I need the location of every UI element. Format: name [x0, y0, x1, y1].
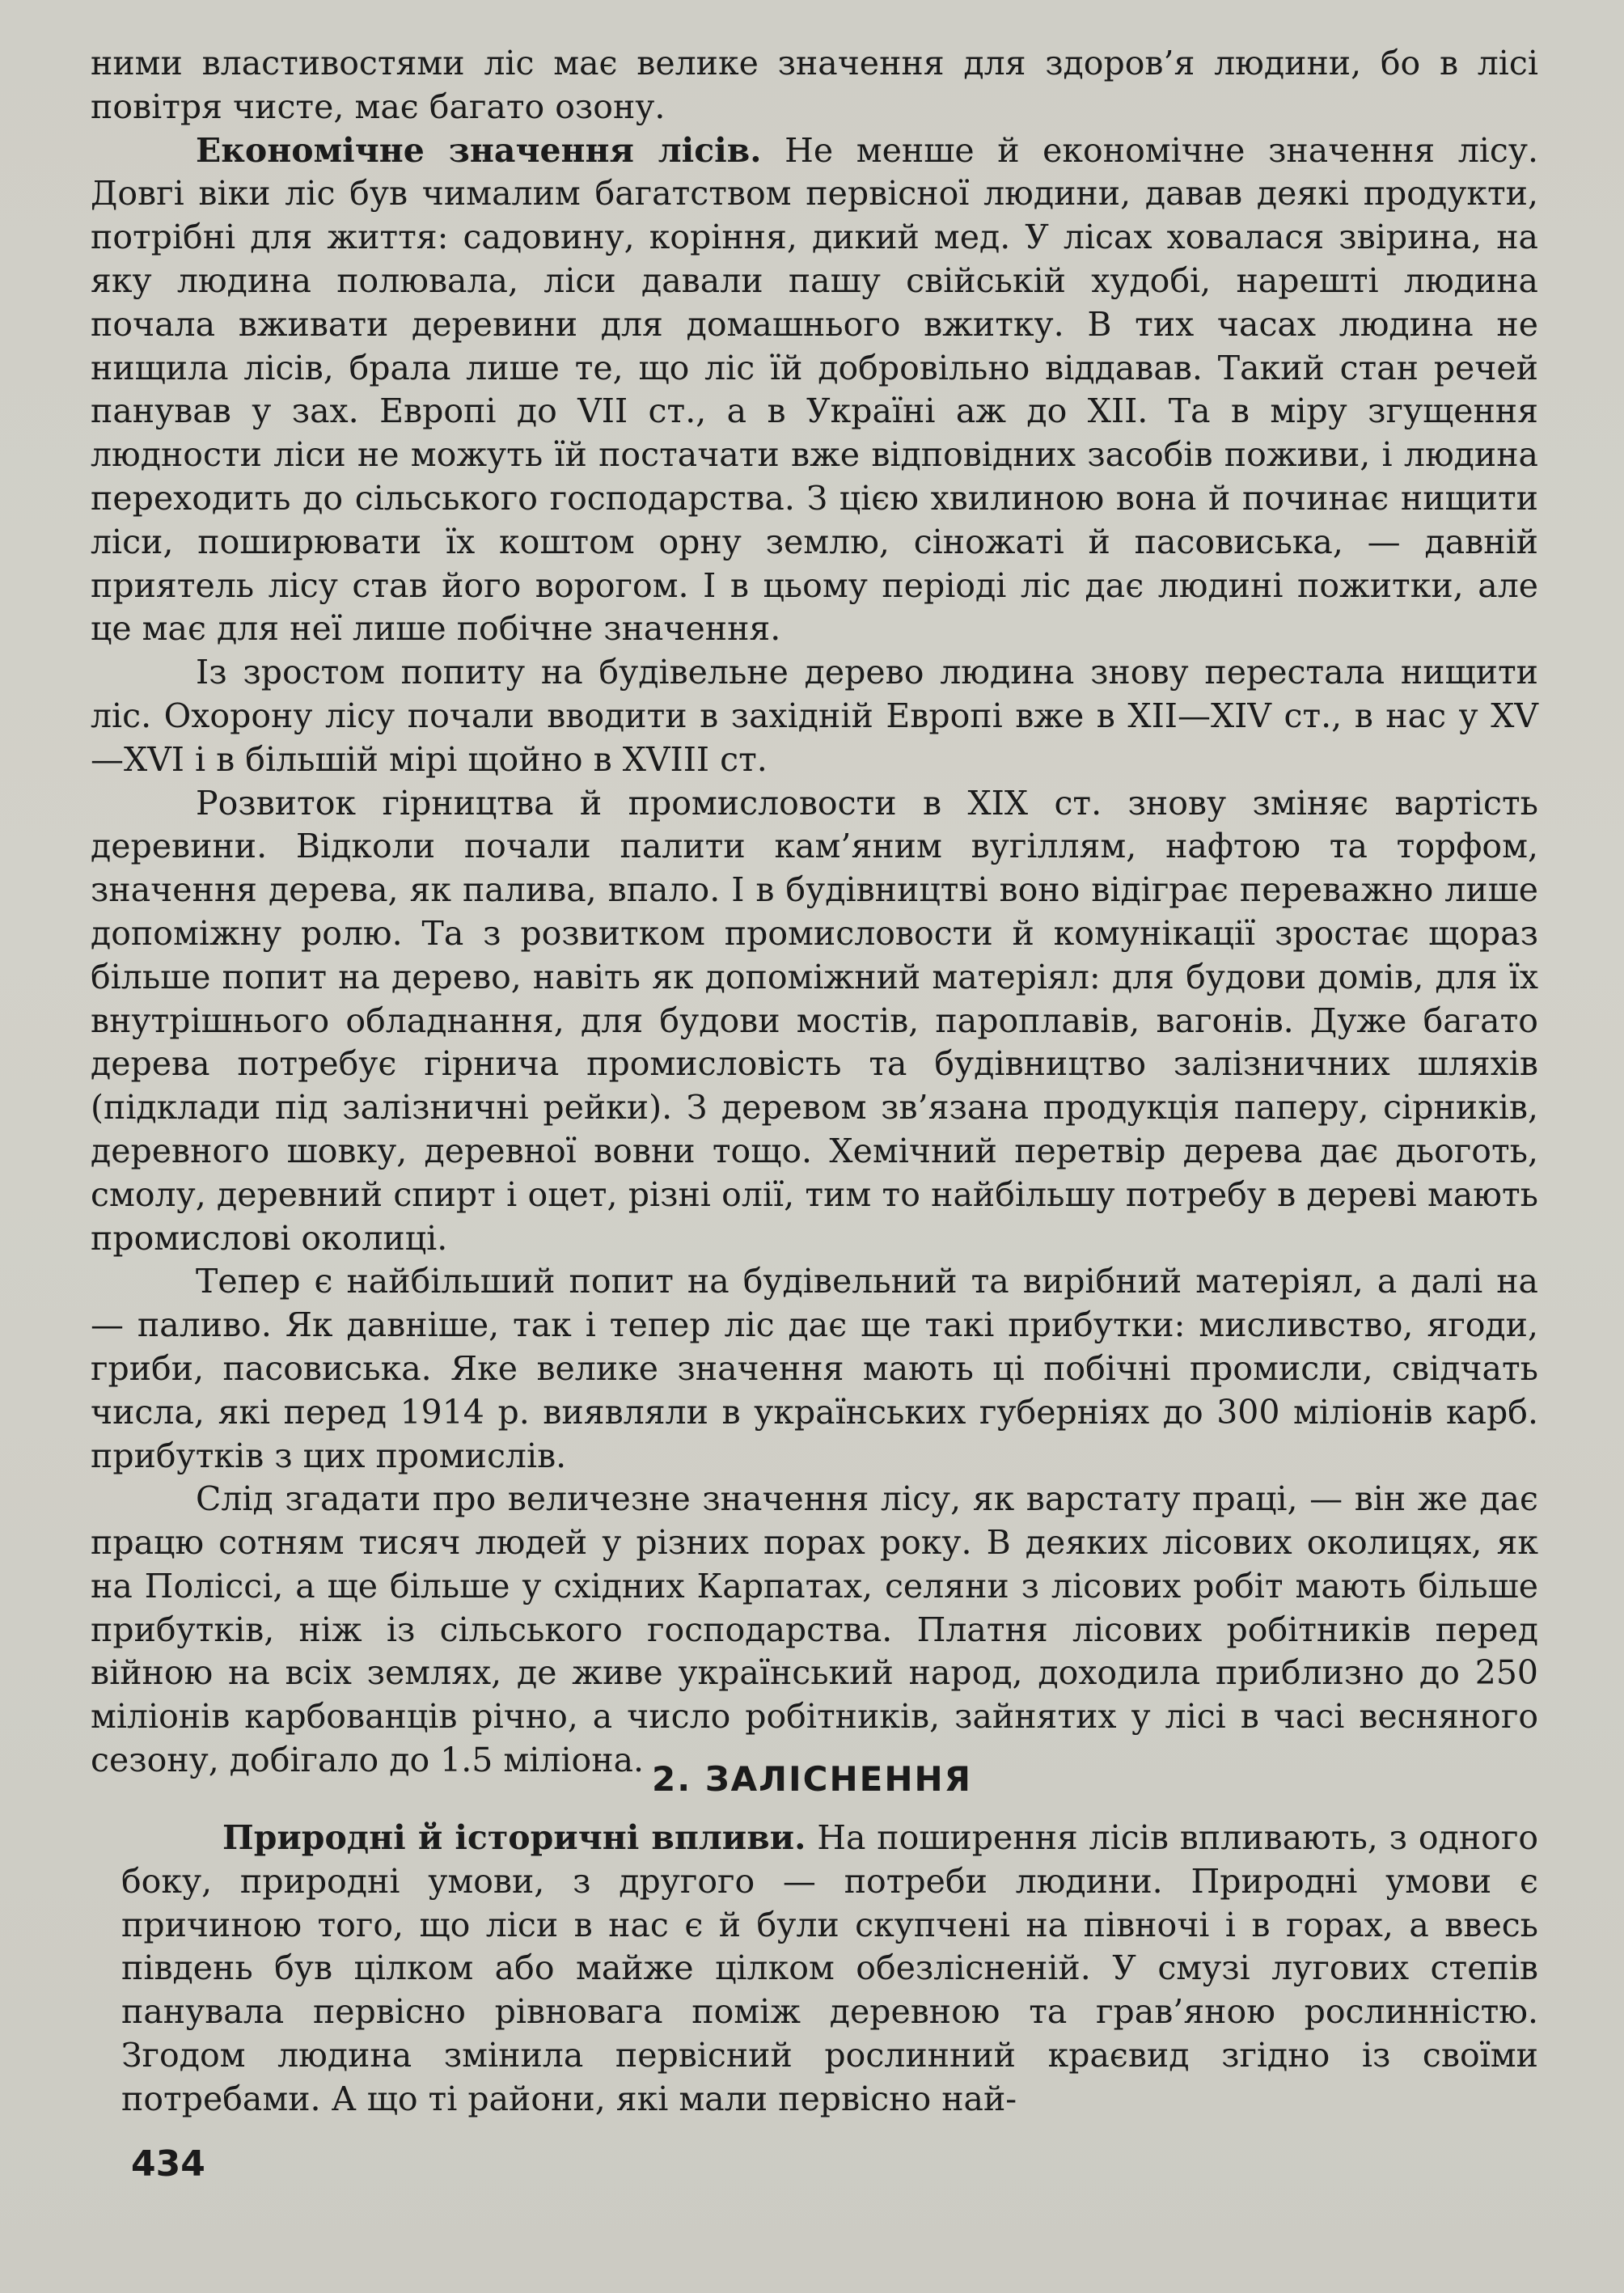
section-heading: 2. ЗАЛІСНЕННЯ	[652, 1759, 972, 1799]
paragraph-3	[91, 651, 1538, 781]
paragraph-2-text: Не менше й економічне значення лісу. Довгі віки ліс був чималим багатством первісної людини, давав деякі продукти, потрібні для життя: садовину, коріння, дикий мед. У лісах ховалася звірина, на яку людина полювала, ліси давали пашу свійській худобі, нарешті людина почала вживати деревини для домашнього вжитку. В тих часах людина не нищила лісів, брала лише те, що ліс їй добровільно віддавав. Такий стан речей панував у зах. Европі до VII ст., а в Україні аж до XII. Та в міру згущення людности ліси не можуть їй постачати вже відповідних засобів поживи, і людина переходить до сільського господарства. З цією хвилиною вона й починає нищити ліси, поширювати їх коштом орну землю, сіножаті й пасовиська, — давній приятель лісу став його ворогом. І в цьому періоді ліс дає людині пожитки, але це має для неї лише побічне значення.	[91, 130, 1538, 649]
paragraph-5-text: Тепер є найбільший попит на будівельний та вирібний матеріял, а далі на — паливо. Як давніше, так і тепер ліс дає ще такі прибутки: мисливство, ягоди, гриби, пасовиська. Яке велике значення мають ці побічні промисли, свідчать числа, які перед 1914 р. виявляли в українських губерніях до 300 міліонів карб. прибутків з цих промислів.	[91, 1262, 1538, 1475]
paragraph-4-text: Розвиток гірництва й промисловости в XIX ст. знову зміняє вартість деревини. Відколи почали палити кам’яним вугіллям, нафтою та торфом, значення дерева, як палива, впало. І в будівництві воно відіграє переважно лише допоміжну ролю. Та з розвитком промисловости й комунікації зростає щораз більше попит на дерево, навіть як допоміжний матеріял: для будови домів, для їх внутрішнього обладнання, для будови мостів, пароплавів, вагонів. Дуже багато дерева потребує гірнича промисловість та будівництво залізничних шляхів (підклади під залізничні рейки). З деревом зв’язана продукція паперу, сірників, деревного шовку, деревної вовни тощо. Хемічний перетвір дерева дає дьоготь, смолу, деревний спирт і оцет, різні олії, тим то найбільшу потребу в дереві мають промислові околиці.	[91, 783, 1538, 1258]
body-text	[91, 42, 1538, 1783]
section-body-text	[121, 1817, 1538, 2122]
paragraph-5	[91, 1260, 1538, 1478]
paragraph-1-text: ними властивостями ліс має велике значення для здоров’я людини, бо в лісі повітря чисте, має багато озону.	[91, 44, 1538, 126]
paragraph-economic-significance	[91, 129, 1538, 652]
paragraph-6	[91, 1478, 1538, 1783]
page-number: 434	[131, 2143, 205, 2185]
paragraph-natural-historical	[121, 1817, 1538, 2122]
run-in-heading-economic: Економічне значення лісів.	[196, 130, 762, 170]
paragraph-6-text: Слід згадати про величезне значення лісу, як варстату праці, — він же дає працю сотням тисяч людей у різних порах року. В деяких лісових околицях, як на Поліссі, а ще більше у східних Карпатах, селяни з лісових робіт мають більше прибутків, ніж із сільського господарства. Платня лісових робітників перед війною на всіх землях, де живе український народ, доходила приблизно до 250 міліонів карбованців річно, а число робітників, зайнятих у лісі в часі весняного сезону, добігало до 1.5 міліона.	[91, 1479, 1538, 1780]
run-in-heading-natural: Природні й історичні впливи.	[222, 1818, 806, 1857]
section-paragraph-text: На поширення лісів впливають, з одного боку, природні умови, з другого — потреби людини. Природні умови є причиною того, що ліси в нас є й були скупчені на півночі і в горах, а ввесь південь був цілком або майже цілком обезлісненій. У смузі лугових степів панувала первісно рівновага поміж деревною та грав’яною рослинністю. Згодом людина змінила первісний рослинний краєвид згідно із своїми потребами. А що ті райони, які мали первісно най-	[121, 1818, 1539, 2118]
paragraph-4	[91, 782, 1538, 1261]
paragraph-1	[91, 42, 1538, 129]
paragraph-3-text: Із зростом попиту на будівельне дерево людина знову перестала нищити ліс. Охорону лісу почали вводити в західній Европі вже в XII—XIV ст., в нас у XV—XVI і в більшій мірі щойно в XVIII ст.	[91, 653, 1538, 779]
